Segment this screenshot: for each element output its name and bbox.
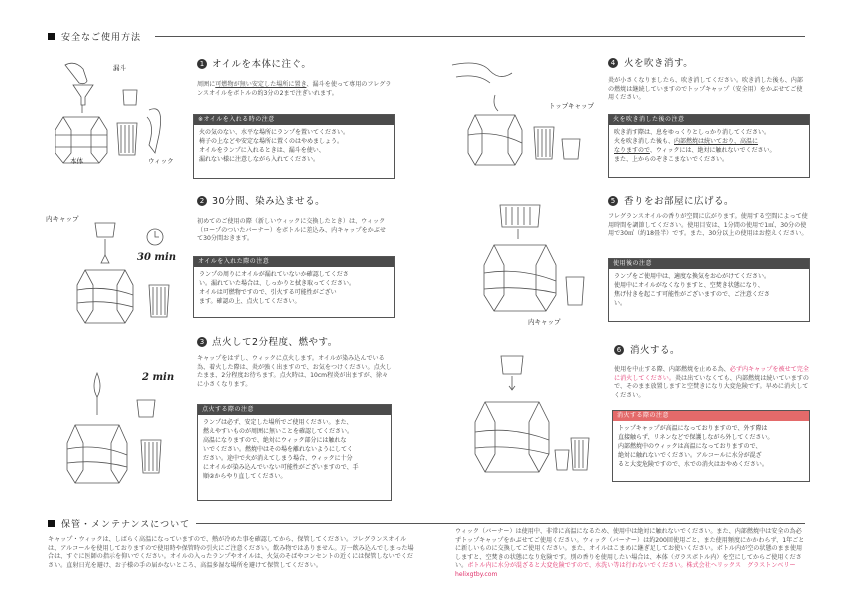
caution-line: 焦げ付きを起こす可能性がございますので、ご注意くださ	[614, 291, 770, 298]
caution-line: ランプの周りにオイルが漏れていないか確認してくださ	[199, 271, 349, 278]
caution-box-header: ※オイルを入れる時の注意	[194, 115, 394, 125]
step-body: 初めてのご使用の際（新しいウィックに交換したとき）は、ウィック（ロープのついたバーナー）をボトルに差込み、内キャップをかぶせて30分間おきます。	[197, 218, 386, 243]
caution-line: なりますので、ウィックには、絶対に触れないでください。	[614, 147, 776, 154]
step-body: 使用を中止する際、内部燃焼を止める為、必ず内キャップを被せて完全に消火してください。炎は出ていなくても、内部燃焼は続いていますので、そのまま放置しますと空焚きになり大変危険です。早めに消火してください。	[614, 366, 809, 399]
caution-line: ると大変危険ですので、水での消火はおやめください。	[618, 461, 768, 468]
step-body: 炎が小さくなりましたら、吹き消してください。吹き消した後も、内部の燃焼は継続していますのでトップキャップ（安全用）をかぶせてご使用ください。	[608, 77, 803, 102]
caution-box-header: オイルを入れた際の注意	[194, 257, 394, 267]
caution-line: 高温になりますので、絶対にウィック部分には触れな	[203, 437, 347, 444]
section-title-safe-use	[48, 30, 141, 43]
caution-line: 椅子の上などや安定な場所に置くのはやめましょう。	[199, 138, 344, 145]
square-bullet-icon	[48, 33, 55, 40]
caution-line: 順②からやり直してください。	[203, 473, 287, 480]
lit-bottle-illustration	[55, 365, 185, 495]
caution-line: 使用中にオイルがなくなりますと、空焚き状態になり、	[614, 282, 764, 289]
caution-box	[193, 114, 395, 179]
body-label: 本体	[70, 157, 83, 165]
caution-box	[608, 114, 810, 178]
blow-out-illustration	[450, 55, 600, 170]
caution-line: 燃えやすいものが周囲に無いことを確認してください。	[203, 428, 354, 435]
caution-box-body	[609, 125, 809, 167]
divider	[196, 523, 805, 524]
caution-box-header: 使用後の注意	[609, 259, 809, 269]
caution-box	[197, 404, 392, 501]
caution-line: いでください。燃焼中はその場を離れないようにしてく	[203, 446, 354, 453]
extinguish-illustration	[465, 350, 600, 485]
caution-line: 直接触らず、リネンなどで保護しながら外してください。	[618, 434, 774, 441]
caution-box-header: 点火する際の注意	[198, 405, 391, 415]
caution-line: ランプは必ず、安定した場所でご使用ください。また、	[203, 419, 353, 426]
step-body: キャップをはずし、ウィックに点火します。オイルが染み込んでいる為、着火した際は、炎が強く出ますので、お気をつけください。点火したまま、2分程度お待ちます。点火時は、10cm程炎が出ますが、徐々に小さくなります。	[197, 355, 392, 388]
step-title: 香りをお部屋に広げる。	[624, 196, 735, 207]
caution-line: ださい。途中で火が消えてしまう場合、ウィックに十分	[203, 455, 353, 462]
caution-line: オイルは可燃物ですので、引火する可能性がござい	[199, 289, 337, 296]
caution-line: オイルをランプに入れるときは、漏斗を使い、	[199, 147, 325, 154]
caution-line: ランプをご使用中は、適度な換気をお心がけてください。	[614, 273, 771, 280]
2-min-label: 2 min	[142, 372, 175, 383]
caution-line: 吹き消す際は、息をゆっくりとしっかり消してください。	[614, 129, 770, 136]
30-min-label: 30 min	[137, 252, 177, 263]
caution-box-body	[198, 415, 391, 484]
inner-cap-label: 内キャップ	[46, 215, 79, 223]
step-title: 火を吹き消す。	[624, 58, 694, 69]
section-title-text: 保管・メンテナンスについて	[61, 520, 191, 530]
section-title-maintenance	[48, 517, 190, 530]
step-number: 5	[608, 196, 618, 206]
caution-box-header: 火を吹き消した後の注意	[609, 115, 809, 125]
step-number: 3	[197, 337, 207, 347]
step-body: 周囲に可燃物が無い安定した場所に置き、漏斗を使って専用のフレグランスオイルをボトルの約3分の2まで注ぎいれます。	[197, 81, 392, 97]
diffusing-illustration	[480, 195, 615, 325]
step-title: 30分間、染み込ませる。	[212, 196, 326, 207]
step-number: 6	[614, 345, 624, 355]
step-number: 1	[197, 59, 207, 69]
top-cap-label: トップキャップ	[549, 102, 595, 110]
caution-box	[193, 256, 395, 318]
caution-line: 火を吹き消した後も、内部燃焼は続いており、高温に	[614, 138, 759, 145]
divider	[155, 36, 805, 37]
caution-line: にオイルが染み込んでいない可能性がございますので、手	[203, 464, 359, 471]
step-title: オイルを本体に注ぐ。	[212, 59, 312, 70]
caution-line: 火の気のない、水平な場所にランプを置いてください。	[199, 129, 350, 136]
caution-line: い。漏れていた場合は、しっかりと拭き取ってください。	[199, 280, 356, 287]
inner-cap-bottle-illustration	[75, 215, 195, 330]
step-number: 4	[608, 58, 618, 68]
caution-line: ます。確認の上、点火してください。	[199, 298, 301, 305]
caution-line: トップキャップが高温になっておりますので、外す際は	[618, 425, 768, 432]
caution-box	[612, 410, 810, 482]
caution-line: い。	[614, 300, 627, 307]
caution-line: 漏れない様に注意しながら入れてください。	[199, 156, 320, 163]
section-title-text: 安全なご使用方法	[61, 33, 142, 43]
step-body: フレグランスオイルの香りが空間に広がります。使用する空間によって使用時間を調節してください。使用目安は、1分間の使用で1㎥、30分の使用で30㎥（約18畳半）です。また、30分以上の使用はお控えください。	[608, 213, 808, 238]
square-bullet-icon	[48, 520, 55, 527]
caution-line: 内部燃焼中のウィックは高温になっておりますので、	[618, 443, 762, 450]
caution-line: また、上からのぞきこまないでください。	[614, 156, 729, 163]
caution-box-body	[613, 421, 809, 472]
step-number: 2	[197, 196, 207, 206]
caution-line: 絶対に触れないでください。アルコールに水分が混ざ	[618, 452, 762, 459]
caution-box-body	[609, 269, 809, 311]
maintenance-text-right: ウィック（バーナー）は使用中、非常に高温になるため、使用中は絶対に触れないでください。また、内部燃焼中は安全の為必ずトップキャップをかぶせてご使用ください。ウィック（バーナー）は約200回使用ごと、また使用頻度にかかわらず、1年ごとに新しいものに交換してご使用ください。また、オイルはこまめに継ぎ足してお使いください。ボトル内が空の状態のまま使用しますと、空焚きの状態になり危険です。別の香りを使用したい場合は、本体（ガラスボトル内）を空にしてからご使用ください。ボトル内に水分が混ざると大変危険ですので、水洗い等は行わないでください。株式会社ヘリックス グラストンベリー helixgtby.com	[455, 528, 805, 578]
caution-box-body	[194, 125, 394, 167]
step-title: 消火する。	[630, 345, 681, 356]
inner-cap-label: 内キャップ	[528, 318, 561, 326]
maintenance-text-left: キャップ・ウィックは、しばらく高温になっていますので、熱が冷めた事を確認してから、保管してください。フレグランスオイルは、アルコールを使用しておりますので使用時や保管時の引火にご注意ください。飲み物ではありません。万一飲み込んでしまった場合は、すぐに医師の指示を仰いでください。オイルの入ったランプやオイルは、火気のそばやコンセントの近くには保管しないでください。直射日光を避け、お子様の手の届かないところ、高温多湿な場所を避けて保管してください。	[48, 536, 414, 569]
caution-box-header: 消火する際の注意	[613, 411, 809, 421]
wick-label: ウィック	[148, 157, 174, 165]
step-title: 点火して2分程度、燃やす。	[212, 337, 338, 348]
funnel-label: 漏斗	[113, 64, 126, 72]
caution-box	[608, 258, 810, 322]
caution-box-body	[194, 267, 394, 309]
